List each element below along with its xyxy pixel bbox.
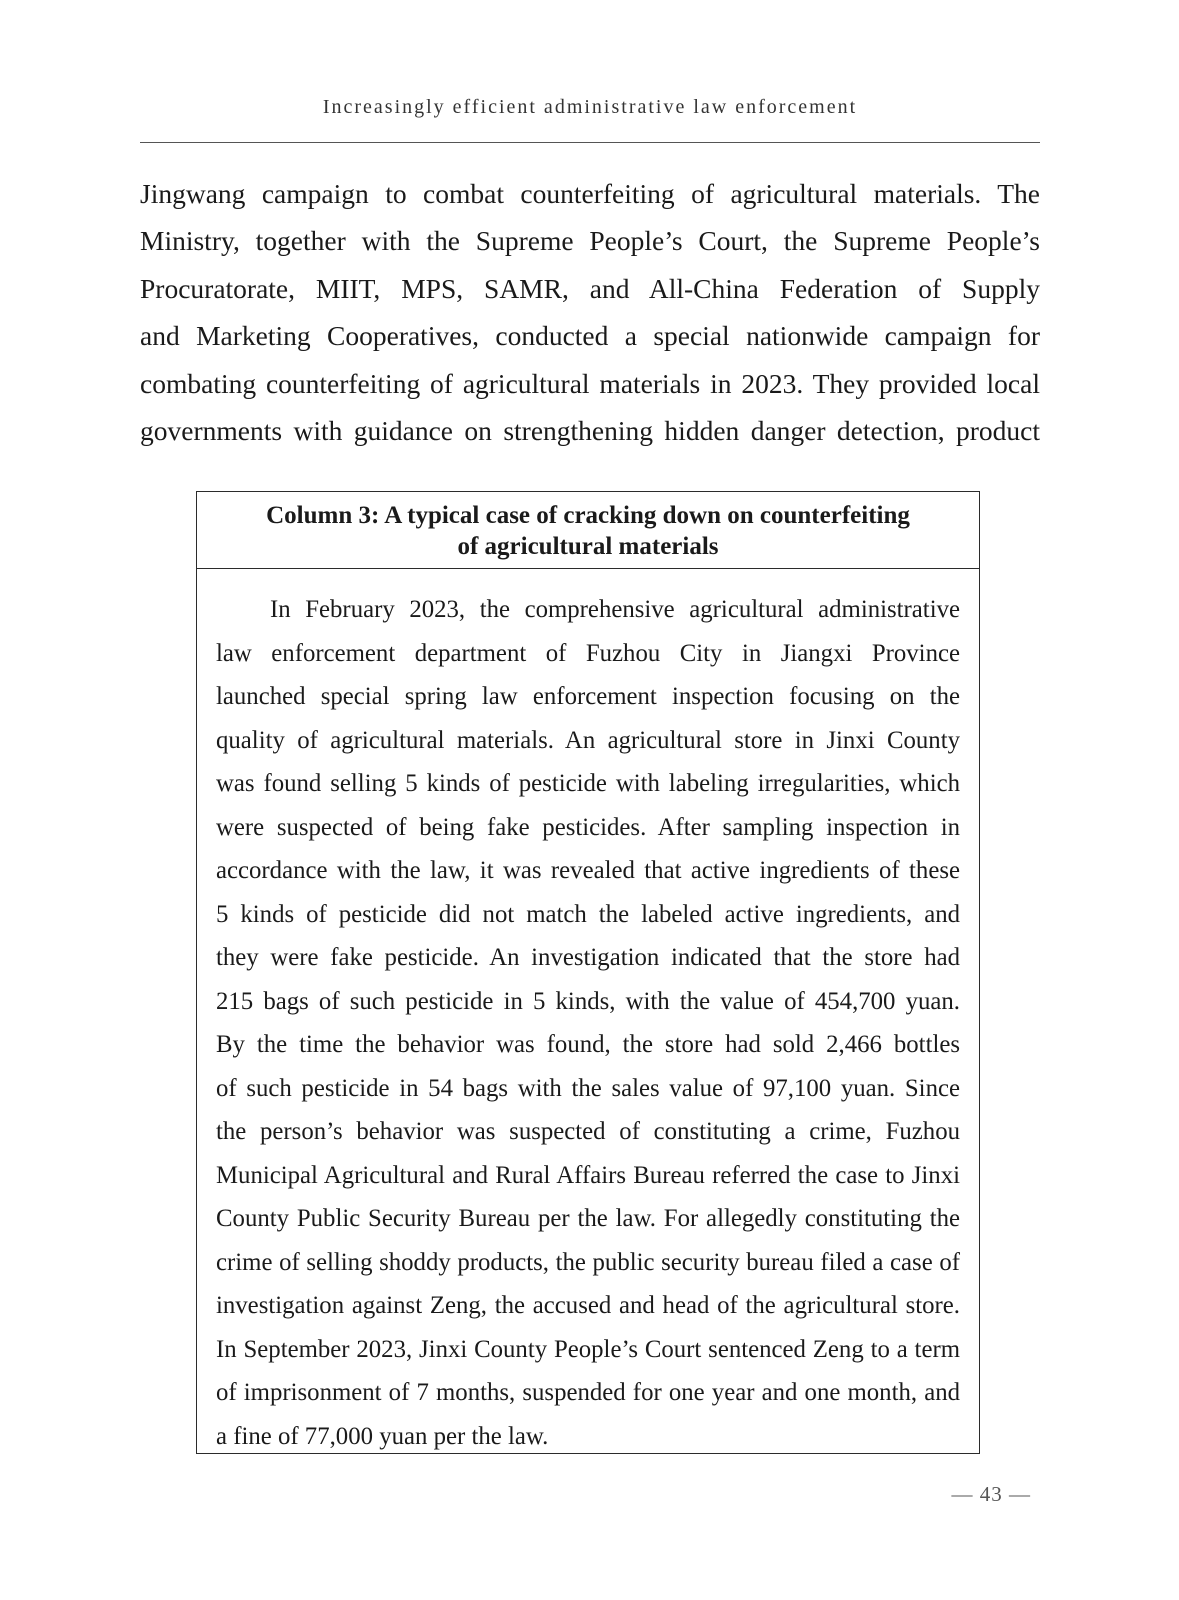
column-line: accordance with the law, it was revealed that active ingredients of these — [216, 857, 960, 884]
column-line: 215 bags of such pesticide in 5 kinds, with the value of 454,700 yuan. — [216, 987, 960, 1015]
column-line: launched special spring law enforcement inspection focusing on the — [216, 683, 960, 710]
body-line: governments with guidance on strengthening hidden danger detection, product — [140, 415, 1040, 447]
column-line: were suspected of being fake pesticides. After sampling inspection in — [216, 813, 960, 841]
column-line: of imprisonment of 7 months, suspended for one year and one month, and — [216, 1379, 960, 1406]
column-line: law enforcement department of Fuzhou City in Jiangxi Province — [216, 639, 960, 667]
column-line: investigation against Zeng, the accused and head of the agricultural store. — [216, 1292, 960, 1319]
body-line: and Marketing Cooperatives, conducted a special nationwide campaign for — [140, 320, 1040, 352]
column-line: By the time the behavior was found, the store had sold 2,466 bottles — [216, 1031, 960, 1058]
page-number: — 43 — — [951, 1482, 1031, 1506]
column-line: Municipal Agricultural and Rural Affairs Bureau referred the case to Jinxi — [216, 1161, 960, 1189]
body-line: Jingwang campaign to combat counterfeiting of agricultural materials. The — [140, 178, 1040, 209]
column-line: crime of selling shoddy products, the public security bureau filed a case of — [216, 1248, 960, 1276]
column-body — [216, 588, 960, 1458]
body-paragraph — [140, 170, 1040, 454]
body-line: combating counterfeiting of agricultural materials in 2023. They provided local — [140, 367, 1040, 399]
column-line: was found selling 5 kinds of pesticide with labeling irregularities, which — [216, 770, 960, 797]
column-line: they were fake pesticide. An investigation indicated that the store had — [216, 944, 960, 971]
column-line: quality of agricultural materials. An agricultural store in Jinxi County — [216, 726, 960, 754]
column-title — [197, 492, 979, 569]
header-rule — [140, 142, 1040, 143]
case-column-box — [196, 491, 980, 1454]
running-header: Increasingly efficient administrative law enforcement — [322, 96, 858, 118]
column-line: the person’s behavior was suspected of constituting a crime, Fuzhou — [216, 1118, 960, 1145]
column-line: 5 kinds of pesticide did not match the labeled active ingredients, and — [216, 900, 960, 928]
body-line: Ministry, together with the Supreme People’s Court, the Supreme People’s — [140, 225, 1040, 257]
column-line: of such pesticide in 54 bags with the sales value of 97,100 yuan. Since — [216, 1074, 960, 1102]
column-line: County Public Security Bureau per the law. For allegedly constituting the — [216, 1205, 960, 1232]
column-title-line: of agricultural materials — [457, 533, 719, 560]
column-title-line: Column 3: A typical case of cracking down on counterfeiting — [266, 502, 910, 529]
column-line: In September 2023, Jinxi County People’s Court sentenced Zeng to a term — [216, 1335, 960, 1363]
column-line: In February 2023, the comprehensive agricultural administrative — [270, 596, 960, 623]
column-line: a fine of 77,000 yuan per the law. — [216, 1422, 549, 1450]
body-line: Procuratorate, MIIT, MPS, SAMR, and All-China Federation of Supply — [140, 272, 1040, 304]
